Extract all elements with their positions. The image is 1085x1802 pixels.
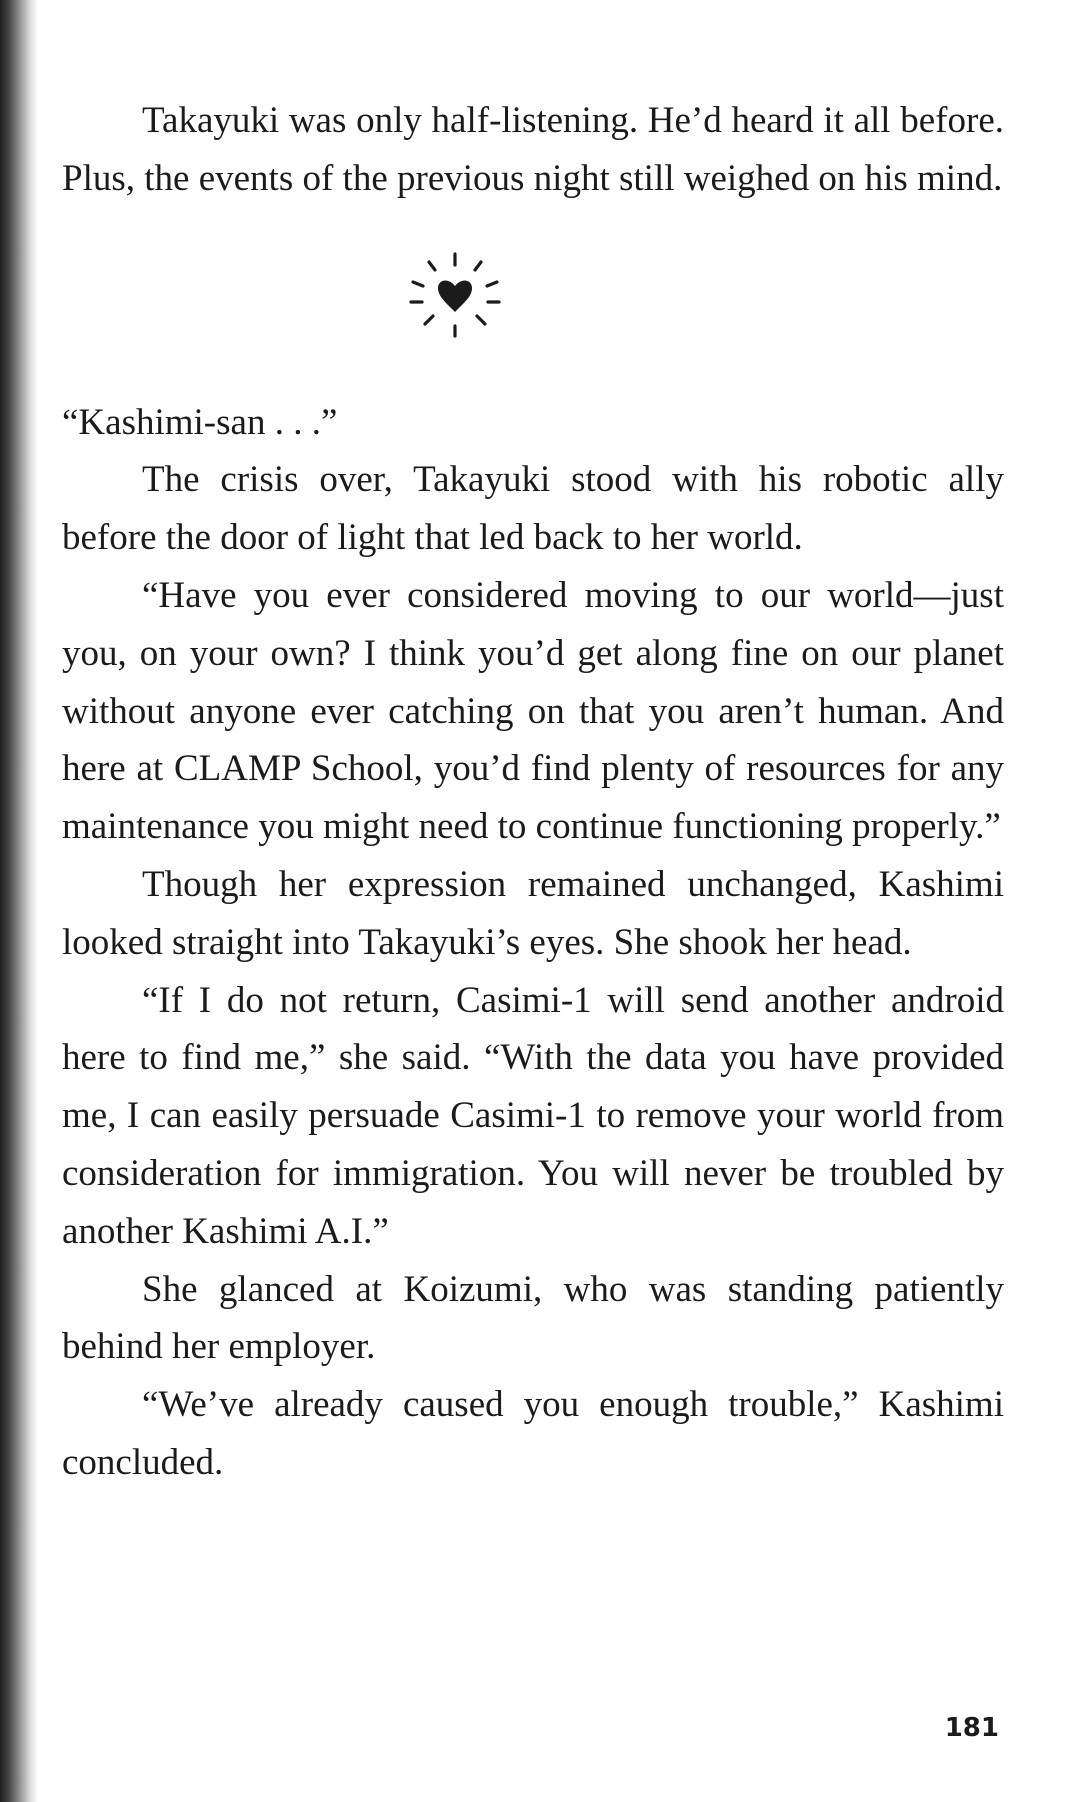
paragraph-4: “Have you ever considered moving to our world—just you, on your own? I think you’d get along fine on our planet without anyone ever catching on that you aren’t human. And here at CLAMP School, you’d find plenty of resources for any maintenance you might need to continue functioning properly.” [62,574,1004,848]
paragraph-2: “Kashimi-san . . .” [62,401,338,443]
paragraph-7: She glanced at Koizumi, who was standing patiently behind her employer. [62,1268,1004,1368]
page-body [62,92,1004,1492]
paragraph-3: The crisis over, Takayuki stood with his robotic ally before the door of light that led back to her world. [62,459,1004,559]
book-spine-shadow [0,0,38,1802]
paragraph-1: Takayuki was only half-listening. He’d heard it all before. Plus, the events of the previous night still weighed on his mind. [62,100,1004,199]
paragraph-8: “We’ve already caused you enough trouble,” Kashimi concluded. [62,1384,1004,1483]
page-number: 181 [944,1713,999,1743]
heart-burst-icon [62,246,1004,346]
paragraph-6: “If I do not return, Casimi-1 will send another android here to find me,” she said. “With the data you have provided me, I can easily persuade Casimi-1 to remove your world from consideration for immigration. You will never be troubled by another Kashimi A.I.” [62,979,1004,1252]
paragraph-5: Though her expression remained unchanged, Kashimi looked straight into Takayuki’s eyes. She shook her head. [62,863,1004,963]
